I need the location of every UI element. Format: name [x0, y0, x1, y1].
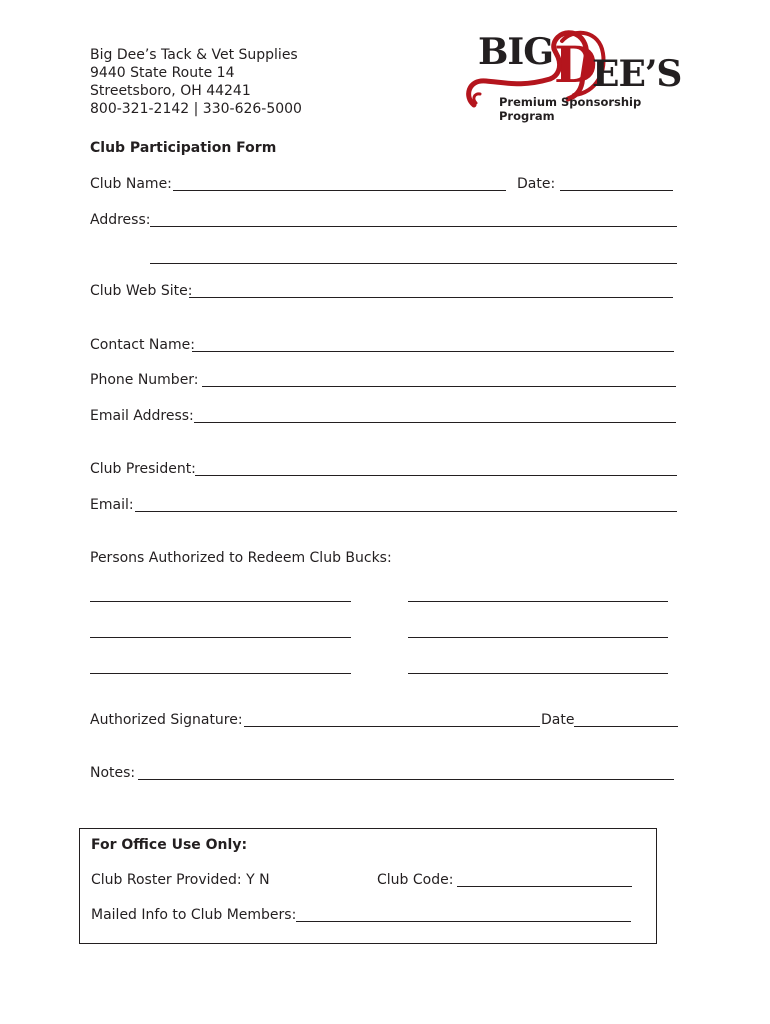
- redeem-label: Persons Authorized to Redeem Club Bucks:: [90, 550, 392, 566]
- signature-label: Authorized Signature:: [90, 712, 243, 728]
- phone-label: Phone Number:: [90, 372, 199, 388]
- mailed-label: Mailed Info to Club Members:: [91, 907, 297, 923]
- logo-d-letter: D: [554, 35, 598, 94]
- notes-label: Notes:: [90, 765, 136, 781]
- office-title: For Office Use Only:: [91, 837, 248, 853]
- logo-tagline: Premium Sponsorship Program: [499, 95, 642, 123]
- date-field[interactable]: [560, 190, 673, 191]
- email-address-label: Email Address:: [90, 408, 194, 424]
- club-name-label: Club Name:: [90, 176, 172, 192]
- email-field[interactable]: [135, 511, 677, 512]
- address-field-line-1[interactable]: [150, 226, 677, 227]
- email-address-field[interactable]: [194, 422, 676, 423]
- redeem-person-field[interactable]: [90, 601, 351, 602]
- company-street: 9440 State Route 14: [90, 65, 235, 81]
- company-phones: 800-321-2142 | 330-626-5000: [90, 101, 302, 117]
- web-field[interactable]: [189, 297, 673, 298]
- redeem-person-field[interactable]: [90, 673, 351, 674]
- president-field[interactable]: [195, 475, 677, 476]
- signature-date-label: Date: [541, 712, 575, 728]
- signature-date-field[interactable]: [574, 726, 678, 727]
- contact-field[interactable]: [192, 351, 674, 352]
- big-dees-logo: [462, 27, 692, 123]
- address-label: Address:: [90, 212, 151, 228]
- club-code-label: Club Code:: [377, 872, 454, 888]
- president-label: Club President:: [90, 461, 196, 477]
- roster-label: Club Roster Provided: Y N: [91, 872, 270, 888]
- notes-field[interactable]: [138, 779, 674, 780]
- contact-label: Contact Name:: [90, 337, 195, 353]
- club-code-field[interactable]: [457, 886, 632, 887]
- date-label: Date:: [517, 176, 556, 192]
- form-title: Club Participation Form: [90, 140, 277, 156]
- web-label: Club Web Site:: [90, 283, 193, 299]
- office-use-box: [79, 828, 657, 944]
- redeem-person-field[interactable]: [90, 637, 351, 638]
- signature-field[interactable]: [244, 726, 540, 727]
- redeem-person-field[interactable]: [408, 637, 668, 638]
- company-name: Big Dee’s Tack & Vet Supplies: [90, 47, 298, 63]
- logo-ees-text: EE’S: [592, 53, 682, 95]
- email-label: Email:: [90, 497, 134, 513]
- company-city: Streetsboro, OH 44241: [90, 83, 251, 99]
- mailed-field[interactable]: [296, 921, 631, 922]
- redeem-person-field[interactable]: [408, 601, 668, 602]
- redeem-person-field[interactable]: [408, 673, 668, 674]
- address-field-line-2[interactable]: [150, 263, 677, 264]
- logo-big-text: BIG: [478, 31, 554, 73]
- club-name-field[interactable]: [173, 190, 506, 191]
- phone-field[interactable]: [202, 386, 676, 387]
